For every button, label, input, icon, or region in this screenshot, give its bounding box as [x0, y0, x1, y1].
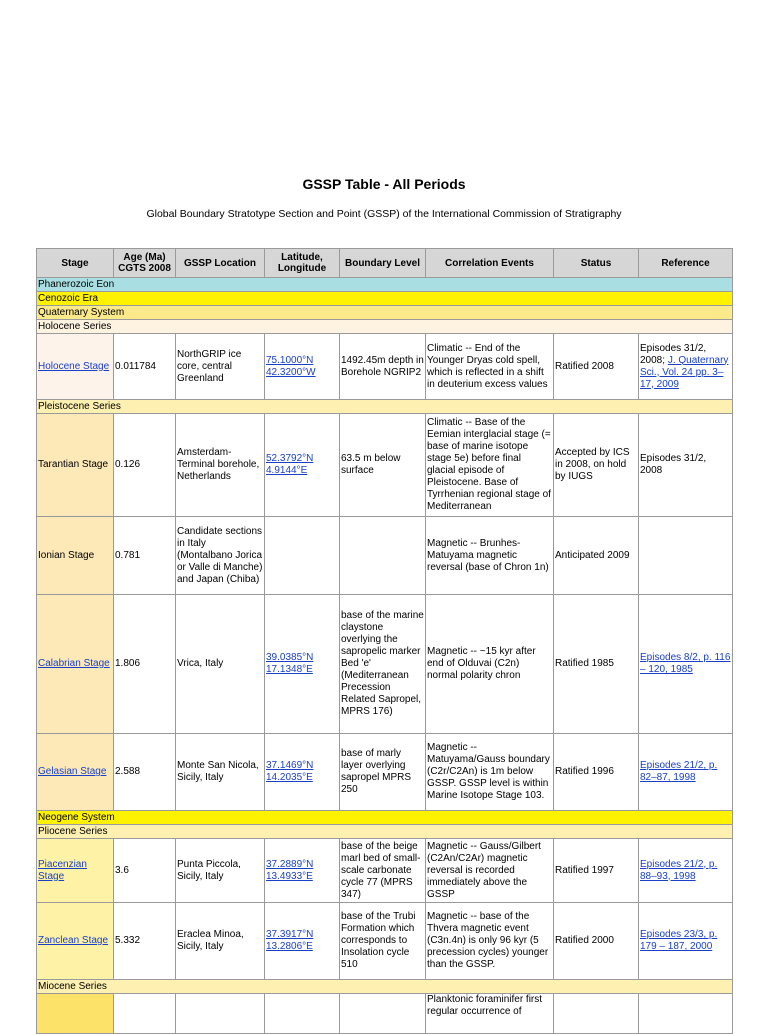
reference-link[interactable]: Episodes 21/2, p. 88–93, 1998 [640, 858, 718, 882]
band-row-system [37, 811, 733, 825]
col-header-boundary: Boundary Level [340, 249, 426, 278]
location-cell: Amsterdam-Terminal borehole, Netherlands [176, 414, 265, 517]
latlong-cell [265, 517, 340, 595]
stage-cell [37, 334, 114, 400]
boundary-cell [340, 994, 426, 1034]
longitude: 42.3200°W [266, 366, 316, 378]
reference-cell [639, 839, 733, 903]
latlong-link[interactable] [266, 453, 313, 476]
age-cell: 0.126 [114, 414, 176, 517]
table-row [37, 994, 733, 1034]
reference-cell: Episodes 31/2, 2008 [639, 414, 733, 517]
longitude: 13.4933°E [266, 870, 313, 882]
reference-link[interactable]: Episodes 23/3, p. 179 – 187, 2000 [640, 929, 718, 952]
status-cell: Ratified 1997 [554, 839, 639, 903]
correlation-cell: Planktonic foraminifer first regular occurrence of [426, 994, 554, 1034]
reference-link[interactable]: Episodes 21/2, p. 82–87, 1998 [640, 760, 718, 783]
latlong-cell [265, 734, 340, 811]
stage-link[interactable]: Zanclean Stage [38, 935, 109, 946]
longitude: 17.1348°E [266, 664, 313, 675]
boundary-cell: 63.5 m below surface [340, 414, 426, 517]
band-row-system [37, 306, 733, 320]
band-row-eon [37, 278, 733, 292]
status-cell: Anticipated 2009 [554, 517, 639, 595]
longitude: 4.9144°E [266, 465, 308, 476]
reference-text: Episodes 31/2, 2008; [640, 342, 707, 366]
stage-cell [37, 734, 114, 811]
boundary-cell [340, 517, 426, 595]
table-row [37, 414, 733, 517]
age-cell: 5.332 [114, 903, 176, 980]
band-pleistocene-series: Pleistocene Series [37, 400, 733, 414]
band-row-series [37, 320, 733, 334]
status-cell: Accepted by ICS in 2008, on hold by IUGS [554, 414, 639, 517]
reference-cell [639, 734, 733, 811]
location-cell: NorthGRIP ice core, central Greenland [176, 334, 265, 400]
correlation-cell: Magnetic -- Brunhes-Matuyama magnetic reversal (base of Chron 1n) [426, 517, 554, 595]
col-header-location: GSSP Location [176, 249, 265, 278]
correlation-cell: Magnetic -- Gauss/Gilbert (C2An/C2Ar) magnetic reversal is recorded immediately above the GSSP [426, 839, 554, 903]
latitude: 52.3792°N [266, 453, 314, 464]
band-row-series [37, 825, 733, 839]
stage-cell [37, 839, 114, 903]
stage-cell: Tarantian Stage [37, 414, 114, 517]
location-cell: Punta Piccola, Sicily, Italy [176, 839, 265, 903]
band-neogene: Neogene System [37, 811, 733, 825]
status-cell: Ratified 2000 [554, 903, 639, 980]
boundary-cell: base of marly layer overlying sapropel MPRS 250 [340, 734, 426, 811]
reference-cell [639, 994, 733, 1034]
latitude: 37.1469°N [266, 760, 314, 771]
location-cell: Eraclea Minoa, Sicily, Italy [176, 903, 265, 980]
status-cell: Ratified 2008 [554, 334, 639, 400]
latlong-link[interactable] [266, 929, 313, 952]
latitude: 39.0385°N [266, 652, 314, 663]
boundary-cell: base of the beige marl bed of small-scale carbonate cycle 77 (MPRS 347) [340, 839, 426, 903]
boundary-cell: 1492.45m depth in Borehole NGRIP2 [340, 334, 426, 400]
stage-cell [37, 903, 114, 980]
latitude: 75.1000°N [266, 354, 314, 366]
latlong-cell [265, 414, 340, 517]
band-era: Cenozoic Era [37, 292, 733, 306]
latlong-cell [265, 334, 340, 400]
location-cell: Vrica, Italy [176, 595, 265, 734]
table-row [37, 595, 733, 734]
table-row [37, 839, 733, 903]
age-cell [114, 994, 176, 1034]
col-header-reference: Reference [639, 249, 733, 278]
band-miocene-series: Miocene Series [37, 980, 733, 994]
page-subtitle: Global Boundary Stratotype Section and Point (GSSP) of the International Commission of Stratigraphy [146, 208, 622, 220]
table-header-row [37, 249, 733, 278]
correlation-cell: Magnetic -- ~15 kyr after end of Olduvai (C2n) normal polarity chron [426, 595, 554, 734]
longitude: 13.2806°E [266, 941, 313, 952]
table-row [37, 734, 733, 811]
latlong-link[interactable] [266, 355, 316, 378]
col-header-status: Status [554, 249, 639, 278]
stage-link[interactable]: Holocene Stage [38, 360, 110, 372]
correlation-cell: Climatic -- End of the Younger Dryas cold spell, which is reflected in a shift in deuterium excess values [426, 334, 554, 400]
latlong-link[interactable] [266, 652, 313, 675]
reference-link[interactable]: J. Quaternary Sci., Vol. 24 pp. 3–17, 2009 [640, 354, 729, 390]
stage-link[interactable]: Calabrian Stage [38, 658, 110, 669]
table-row [37, 334, 733, 400]
location-cell [176, 994, 265, 1034]
reference-link[interactable]: Episodes 8/2, p. 116 – 120, 1985 [640, 652, 731, 675]
latitude: 37.2889°N [266, 858, 314, 870]
col-header-stage: Stage [37, 249, 114, 278]
col-header-age: Age (Ma) CGTS 2008 [114, 249, 176, 278]
boundary-cell: base of the marine claystone overlying the sapropelic marker Bed 'e' (Mediterranean Precession Related Sapropel, MPRS 176) [340, 595, 426, 734]
latlong-link[interactable] [266, 760, 313, 783]
band-eon: Phanerozoic Eon [37, 278, 733, 292]
stage-cell: Ionian Stage [37, 517, 114, 595]
col-header-correlation: Correlation Events [426, 249, 554, 278]
reference-cell [639, 903, 733, 980]
latitude: 37.3917°N [266, 929, 314, 940]
band-pliocene-series: Pliocene Series [37, 825, 733, 839]
age-cell: 2.588 [114, 734, 176, 811]
status-cell: Ratified 1996 [554, 734, 639, 811]
table-row [37, 903, 733, 980]
age-cell: 0.781 [114, 517, 176, 595]
reference-cell [639, 595, 733, 734]
boundary-cell: base of the Trubi Formation which corresponds to Insolation cycle 510 [340, 903, 426, 980]
age-cell: 0.011784 [114, 334, 176, 400]
correlation-cell: Magnetic -- base of the Thvera magnetic event (C3n.4n) is only 96 kyr (5 precession cycles) younger than the GSSP. [426, 903, 554, 980]
latlong-cell [265, 903, 340, 980]
band-quaternary: Quaternary System [37, 306, 733, 320]
col-header-latlong: Latitude, Longitude [265, 249, 340, 278]
gssp-table [36, 248, 733, 1034]
status-cell: Ratified 1985 [554, 595, 639, 734]
stage-cell [37, 595, 114, 734]
location-cell: Monte San Nicola, Sicily, Italy [176, 734, 265, 811]
band-holocene-series: Holocene Series [37, 320, 733, 334]
status-cell [554, 994, 639, 1034]
location-cell: Candidate sections in Italy (Montalbano Jorica or Valle di Manche) and Japan (Chiba) [176, 517, 265, 595]
age-cell: 3.6 [114, 839, 176, 903]
latlong-link[interactable] [266, 859, 313, 882]
band-row-era [37, 292, 733, 306]
band-row-series [37, 980, 733, 994]
latlong-cell [265, 839, 340, 903]
page-title: GSSP Table - All Periods [302, 176, 466, 192]
stage-link[interactable]: Piacenzian Stage [38, 858, 87, 882]
table-row [37, 517, 733, 595]
reference-cell [639, 334, 733, 400]
stage-link[interactable]: Gelasian Stage [38, 766, 107, 777]
age-cell: 1.806 [114, 595, 176, 734]
stage-cell [37, 994, 114, 1034]
band-row-series [37, 400, 733, 414]
correlation-cell: Magnetic -- Matuyama/Gauss boundary (C2r/C2An) is 1m below GSSP. GSSP level is within Marine Isotope Stage 103. [426, 734, 554, 811]
longitude: 14.2035°E [266, 772, 313, 783]
latlong-cell [265, 994, 340, 1034]
reference-cell [639, 517, 733, 595]
latlong-cell [265, 595, 340, 734]
correlation-cell: Climatic -- Base of the Eemian interglacial stage (= base of marine isotope stage 5e) before final glacial episode of Pleistocene. Base of Tyrrhenian regional stage of Mediterranean [426, 414, 554, 517]
